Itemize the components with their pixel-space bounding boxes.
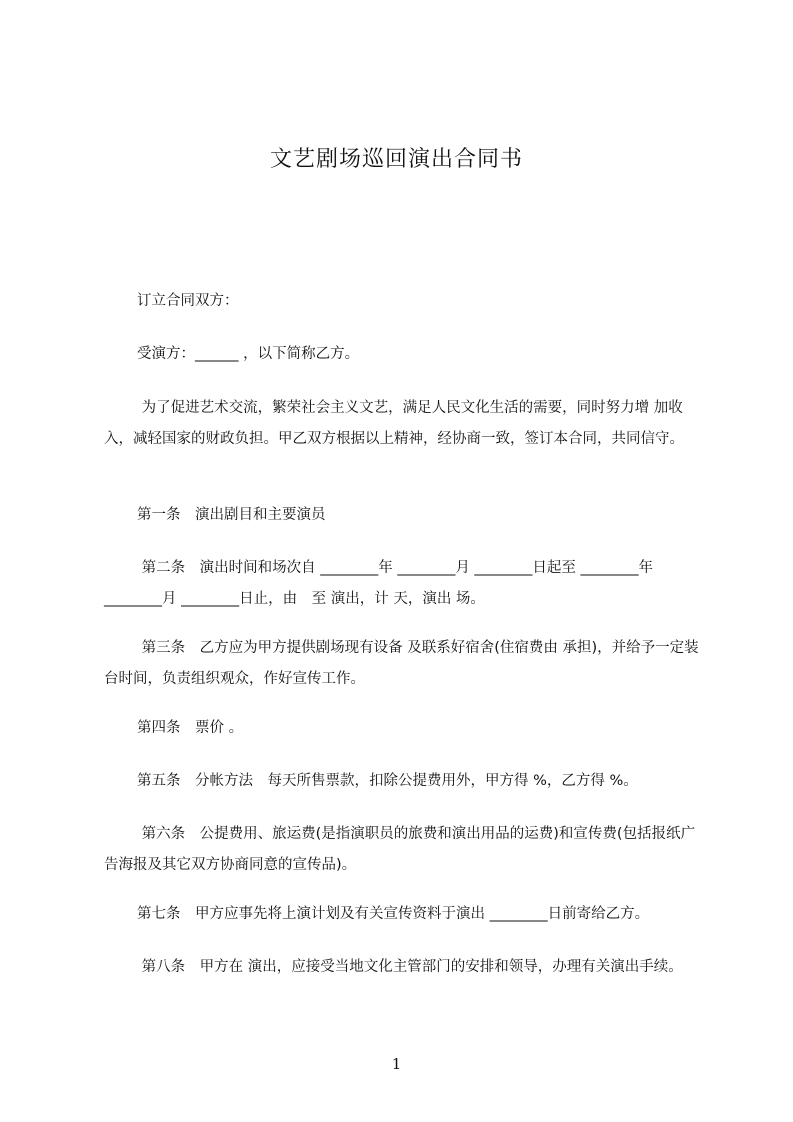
article-6: 第六条 公提费用、旅运费(是指演职员的旅费和演出用品的运费)和宣传费(包括报纸广告海报及其它双方协商同意的宣传品)。	[104, 826, 696, 873]
preamble-paragraph: 为了促进艺术交流，繁荣社会主义文艺，满足人民文化生活的需要，同时努力增 加收入，减轻国家的财政负担。甲乙双方根据以上精神，经协商一致，签订本合同，共同信守。	[104, 400, 684, 447]
article-1: 第一条 演出剧目和主要演员	[137, 507, 326, 523]
document-title: 文艺剧场巡回演出合同书	[269, 147, 523, 172]
article-7: 第七条 甲方应事先将上演计划及有关宣传资料于演出 ________日前寄给乙方。	[137, 906, 650, 922]
article-2: 第二条 演出时间和场次自 ________年 ________月 ________日起至 ________年 ________月 ________日止，由 至 演出，计 天，演出 场。	[104, 560, 658, 607]
receiving-party-line: 受演方：______ ，以下简称乙方。	[137, 346, 360, 362]
page-number: 1	[391, 1055, 402, 1073]
article-4: 第四条 票价 。	[137, 720, 244, 736]
article-5: 第五条 分帐方法 每天所售票款，扣除公提费用外，甲方得 %，乙方得 %。	[137, 773, 638, 789]
parties-heading: 订立合同双方：	[137, 293, 239, 309]
article-8: 第八条 甲方在 演出，应接受当地文化主管部门的安排和领导，办理有关演出手续。	[137, 959, 683, 975]
article-3: 第三条 乙方应为甲方提供剧场现有设备 及联系好宿舍(住宿费由 承担)，并给予一定装台时间，负责组织观众，作好宣传工作。	[104, 640, 699, 687]
